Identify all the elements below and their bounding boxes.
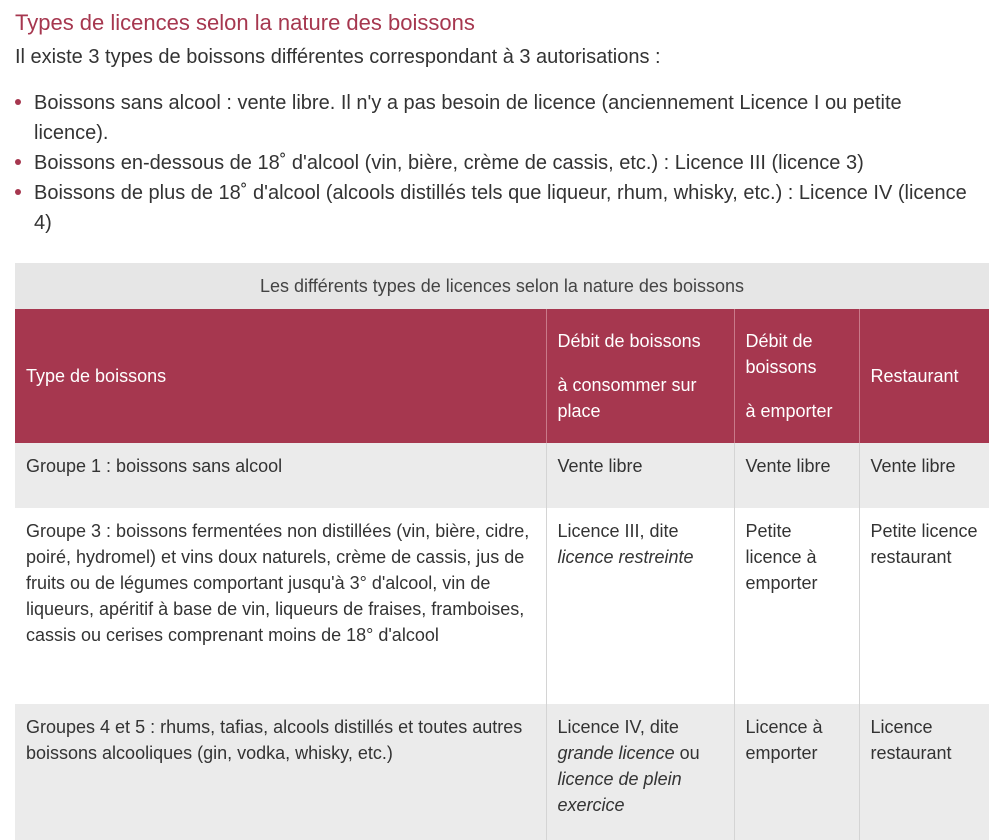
table-row xyxy=(15,443,989,508)
intro-text: Il existe 3 types de boissons différentes correspondant à 3 autorisations : xyxy=(15,46,661,68)
cell-on-site-text: Licence IV, dite xyxy=(557,717,679,737)
licence-table-container xyxy=(15,263,989,840)
header-takeaway-line1: Débit de boissons xyxy=(745,331,817,377)
header-type xyxy=(15,309,546,443)
table-header-row xyxy=(15,309,989,443)
table-row xyxy=(15,508,989,704)
cell-takeaway: Petite licence à emporter xyxy=(734,508,859,704)
cell-restaurant: Licence restaurant xyxy=(859,704,989,840)
bullet-text: Boissons de plus de 18˚ d'alcool (alcools distillés tels que liqueur, rhum, whisky, etc.) : Licence IV (licence 4) xyxy=(34,182,967,234)
header-type-label: Type de boissons xyxy=(26,366,167,386)
cell-restaurant: Petite licence restaurant xyxy=(859,508,989,704)
cell-takeaway: Vente libre xyxy=(734,443,859,508)
cell-takeaway: Licence à emporter xyxy=(734,704,859,840)
bullet-list xyxy=(15,88,975,238)
header-restaurant-label: Restaurant xyxy=(870,366,959,386)
bullet-text: Boissons en-dessous de 18˚ d'alcool (vin, bière, crème de cassis, etc.) : Licence III (licence 3) xyxy=(34,152,864,174)
bullet-item xyxy=(15,148,975,178)
cell-on-site xyxy=(546,508,734,704)
bullet-dot-icon xyxy=(15,99,21,105)
cell-type: Groupe 3 : boissons fermentées non distillées (vin, bière, cidre, poiré, hydromel) et vins doux naturels, crème de cassis, jus de fruits ou de légumes comportant jusqu'à 3° d'alcool, vin de liqueurs, apéritif à base de vin, liqueurs de fraises, framboises, cassis ou cerises comprenant moins de 18° d'alcool xyxy=(15,508,546,704)
cell-type: Groupe 1 : boissons sans alcool xyxy=(15,443,546,508)
cell-on-site-italic: licence restreinte xyxy=(557,547,694,567)
header-on-site xyxy=(546,309,734,443)
bullet-dot-icon xyxy=(15,189,21,195)
cell-on-site-italic: grande licence xyxy=(557,743,675,763)
cell-type: Groupes 4 et 5 : rhums, tafias, alcools distillés et toutes autres boissons alcooliques (gin, vodka, whisky, etc.) xyxy=(15,704,546,840)
cell-on-site-text: ou xyxy=(679,743,700,763)
table-caption: Les différents types de licences selon la nature des boissons xyxy=(15,263,989,309)
cell-restaurant: Vente libre xyxy=(859,443,989,508)
header-restaurant xyxy=(859,309,989,443)
cell-on-site: Vente libre xyxy=(546,443,734,508)
bullet-item xyxy=(15,88,975,148)
header-on-site-line2: à consommer sur place xyxy=(557,375,697,421)
bullet-dot-icon xyxy=(15,159,21,165)
header-on-site-line1: Débit de boissons xyxy=(557,331,701,351)
header-takeaway xyxy=(734,309,859,443)
bullet-text: Boissons sans alcool : vente libre. Il n'y a pas besoin de licence (anciennement Licence I ou petite licence). xyxy=(34,92,902,144)
licence-table xyxy=(15,309,989,840)
cell-on-site xyxy=(546,704,734,840)
header-takeaway-line2: à emporter xyxy=(745,401,833,421)
bullet-item xyxy=(15,178,975,238)
table-row xyxy=(15,704,989,840)
cell-on-site-text: Licence III, dite xyxy=(557,521,679,541)
cell-on-site-italic: licence de plein exercice xyxy=(557,769,682,815)
section-heading: Types de licences selon la nature des boissons xyxy=(15,10,475,35)
